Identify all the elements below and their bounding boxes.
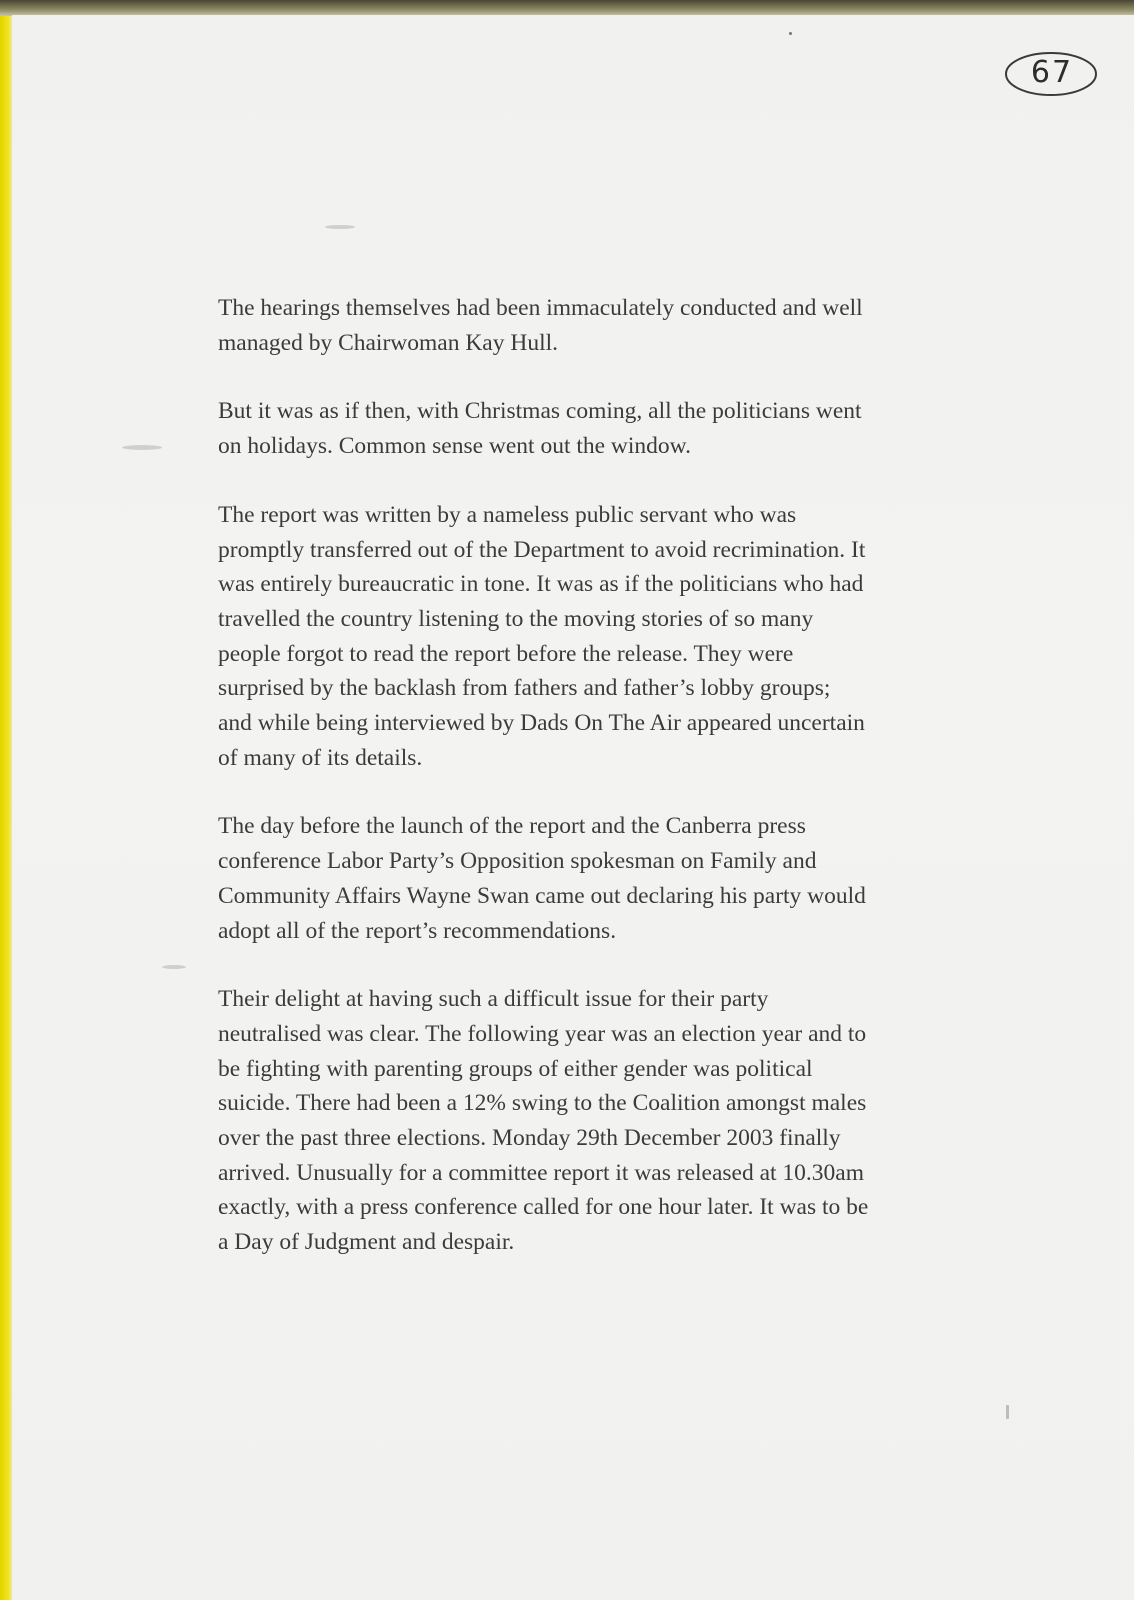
scan-yellow-border-left: [0, 0, 12, 1600]
text-line: people forgot to read the report before the release. They were: [218, 640, 794, 667]
text-line: The report was written by a nameless public servant who was: [218, 501, 797, 528]
text-line: surprised by the backlash from fathers and father’s lobby groups;: [218, 675, 831, 702]
text-line: over the past three elections. Monday 29th December 2003 finally: [218, 1125, 841, 1152]
scan-dark-border-top: [0, 0, 1134, 16]
text-line: conference Labor Party’s Opposition spokesman on Family and: [218, 848, 817, 875]
paragraph-delight: [218, 982, 908, 1260]
text-line: managed by Chairwoman Kay Hull.: [218, 329, 559, 356]
text-line: The hearings themselves had been immaculately conducted and well: [218, 295, 863, 321]
paragraph-launch-day: [218, 809, 908, 948]
text-line: travelled the country listening to the moving stories of so many: [218, 605, 814, 632]
text-line: arrived. Unusually for a committee report it was released at 10.30am: [218, 1159, 865, 1186]
paper-speck: [1006, 1405, 1009, 1419]
text-line: on holidays. Common sense went out the window.: [218, 433, 692, 460]
text-line: was entirely bureaucratic in tone. It was as if the politicians who had: [218, 571, 864, 598]
paragraph-hearings: [218, 291, 908, 360]
text-line: a Day of Judgment and despair.: [218, 1229, 515, 1256]
paper-speck: [122, 445, 162, 450]
text-line: adopt all of the report’s recommendations.: [218, 917, 617, 944]
text-line: be fighting with parenting groups of either gender was political: [218, 1055, 813, 1082]
paper-speck: [162, 965, 186, 969]
text-line: exactly, with a press conference called for one hour later. It was to be: [218, 1194, 869, 1221]
text-line: neutralised was clear. The following year was an election year and to: [218, 1020, 867, 1047]
paper-speck: [789, 32, 792, 35]
paper-speck: [325, 225, 355, 229]
text-line: and while being interviewed by Dads On The Air appeared uncertain: [218, 710, 865, 737]
paragraph-report-written: [218, 498, 908, 776]
document-body: [218, 291, 908, 1294]
text-line: The day before the launch of the report and the Canberra press: [218, 813, 806, 840]
paragraph-christmas: [218, 394, 908, 463]
text-line: of many of its details.: [218, 744, 423, 771]
text-line: Their delight at having such a difficult issue for their party: [218, 986, 769, 1013]
text-line: promptly transferred out of the Department to avoid recrimination. It: [218, 536, 866, 563]
page-number-text: 67: [1030, 55, 1074, 90]
handwritten-page-number: [1004, 50, 1100, 100]
text-line: Community Affairs Wayne Swan came out declaring his party would: [218, 882, 866, 909]
text-line: suicide. There had been a 12% swing to the Coalition amongst males: [218, 1090, 867, 1117]
text-line: But it was as if then, with Christmas coming, all the politicians went: [218, 398, 862, 425]
